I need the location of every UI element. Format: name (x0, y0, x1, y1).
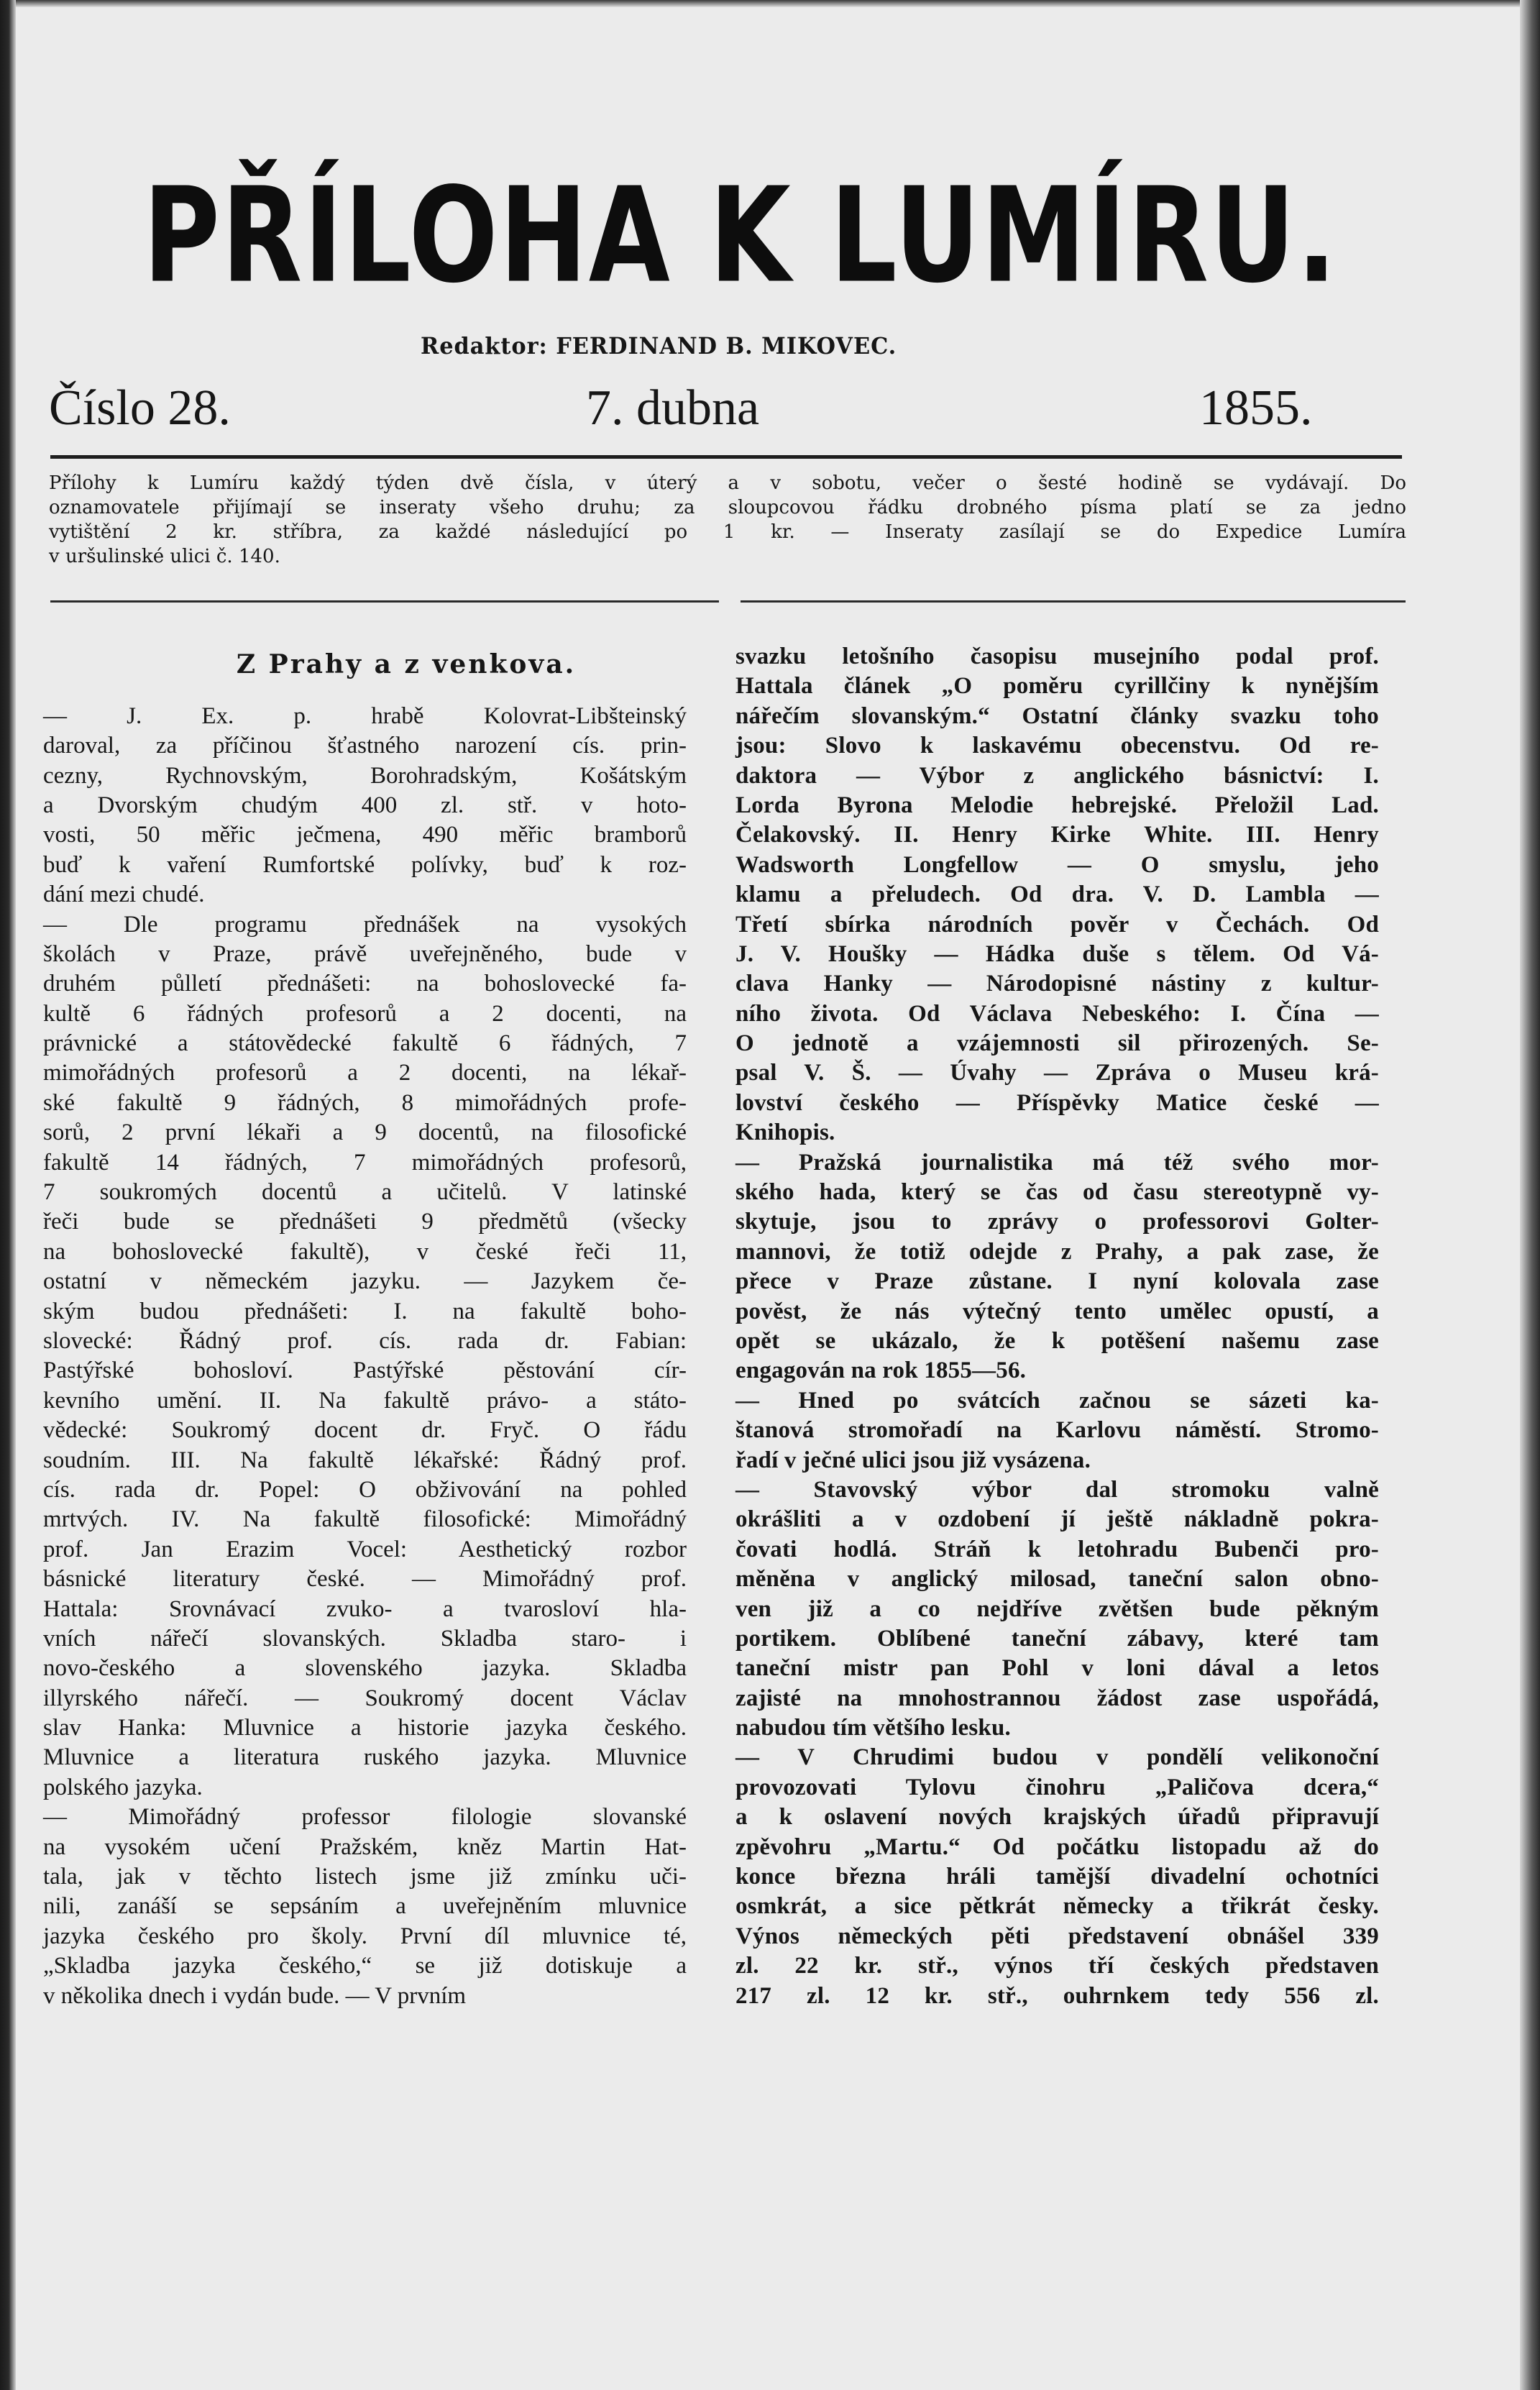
text-line: daroval, za příčinou šťastného narození cís. prin- (43, 733, 687, 759)
text-line: vosti, 50 měřic ječmena, 490 měřic bramborů (43, 822, 687, 848)
text-line: kultě 6 řádných profesorů a 2 docenti, na (43, 1000, 687, 1027)
text-line: jazyka českého pro školy. První díl mluvnice té, (43, 1923, 687, 1949)
header-rule (50, 455, 1402, 459)
text-line: mrtvých. IV. Na fakultě filosofické: Mimořádný (43, 1506, 687, 1533)
text-line: a Dvorským chudým 400 zl. stř. v hoto- (43, 792, 687, 818)
text-line: pověst, že nás výtečný tento umělec opustí, a (735, 1298, 1379, 1324)
text-line: Pastýřské bohosloví. Pastýřské pěstování cír- (43, 1357, 687, 1384)
text-line: a k oslavení nových krajských úřadů připravují (735, 1804, 1379, 1831)
text-line: — V Chrudimi budou v pondělí velikonoční (735, 1744, 1379, 1771)
text-line: cís. rada dr. Popel: O obživování na pohled (43, 1476, 687, 1503)
text-line: opět se ukázalo, že k potěšení našemu zase (735, 1327, 1379, 1354)
text-line: ního života. Od Václava Nebeského: I. Čína — (735, 1000, 1379, 1027)
text-line: portikem. Oblíbené taneční zábavy, které tam (735, 1625, 1379, 1652)
text-line: zajisté na mnohostrannou žádost zase uspořádá, (735, 1685, 1379, 1711)
text-line: Výnos německých pěti představení obnášel 339 (735, 1923, 1379, 1949)
text-line: zpěvohru „Martu.“ Od počátku listopadu až do (735, 1833, 1379, 1860)
subscription-notice (49, 471, 1406, 569)
text-line: školách v Praze, právě uveřejněného, bude v (43, 940, 687, 967)
text-line: vytištění 2 kr. stříbra, za každé následující po 1 kr. — Inseraty zasílají se do Expedice Lumíra (49, 521, 1406, 543)
text-line: jsou: Slovo k laskavému obecenstvu. Od re- (735, 733, 1379, 759)
text-line: skytuje, jsou to zprávy o professorovi Golter- (735, 1209, 1379, 1235)
text-line: — Pražská journalistika má též svého mor- (735, 1149, 1379, 1176)
text-line: okrášliti a v ozdobení jí ještě nákladně pokra- (735, 1506, 1379, 1533)
text-line: právnické a státovědecké fakultě 6 řádných, 7 (43, 1030, 687, 1057)
text-line: Přílohy k Lumíru každý týden dvě čísla, v úterý a v sobotu, večer o šesté hodině se vydávají. Do (49, 472, 1406, 494)
text-line: engagován na rok 1855—56. (735, 1357, 1027, 1384)
editor-line: Redaktor: FERDINAND B. MIKOVEC. (421, 332, 897, 360)
text-line: řadí v ječné ulici jsou již vysázena. (735, 1447, 1091, 1473)
text-line: Wadsworth Longfellow — O smyslu, jeho (735, 851, 1379, 878)
text-line: na bohoslovecké fakultě), v české řeči 11, (43, 1238, 687, 1265)
text-line: štanová stromořadí na Karlovu náměstí. Stromo- (735, 1417, 1379, 1444)
text-line: soudním. III. Na fakultě lékařské: Řádný prof. (43, 1447, 687, 1473)
text-line: sorů, 2 první lékaři a 9 docentů, na filosofické (43, 1120, 687, 1146)
text-line: — J. Ex. p. hrabě Kolovrat-Libšteinský (43, 702, 687, 729)
text-line: konce března hráli tamější divadelní ochotníci (735, 1864, 1379, 1890)
text-line: O jednotě a vzájemnosti sil přirozených. Se- (735, 1030, 1379, 1057)
text-line: přece v Praze zůstane. I nyní kolovala zase (735, 1268, 1379, 1295)
text-line: provozovati Tylovu činohru „Paličova dcera,“ (735, 1774, 1379, 1800)
text-line: svazku letošního časopisu musejního podal prof. (735, 644, 1379, 669)
text-line: druhém půlletí přednášeti: na bohoslovecké fa- (43, 971, 687, 997)
text-line: čovati hodlá. Stráň k letohradu Bubenči pro- (735, 1536, 1379, 1562)
text-line: cezny, Rychnovským, Borohradským, Košátským (43, 762, 687, 789)
text-line: taneční mistr pan Pohl v loni dával a letos (735, 1655, 1379, 1682)
text-line: měněna v anglický milosad, taneční salon obno- (735, 1566, 1379, 1593)
text-line: — Mimořádný professor filologie slovanské (43, 1804, 687, 1831)
text-line: klamu a přeludech. Od dra. V. D. Lambla — (735, 882, 1379, 908)
text-line: na vysokém učení Pražském, kněz Martin Hat- (43, 1833, 687, 1860)
issue-info-row (43, 380, 1416, 437)
masthead-title: PŘÍLOHA K LUMÍRU. (142, 159, 1339, 313)
text-line: ským budou přednášeti: I. na fakultě boho- (43, 1298, 687, 1324)
divider-rule-left (50, 600, 719, 603)
text-line: 217 zl. 12 kr. stř., ouhrnkem tedy 556 zl. (735, 1982, 1379, 2009)
text-line: — Stavovský výbor dal stromoku valně (735, 1476, 1379, 1503)
text-line: nářečím slovanským.“ Ostatní články svazku toho (735, 702, 1379, 729)
text-line: J. V. Houšky — Hádka duše s tělem. Od Vá- (735, 940, 1379, 967)
text-line: dání mezi chudé. (43, 882, 205, 908)
text-line: řeči bude se přednášeti 9 předmětů (všecky (43, 1209, 687, 1235)
text-line: slovecké: Řádný prof. cís. rada dr. Fabian: (43, 1328, 687, 1354)
text-line: lovství českého — Příspěvky Matice české — (735, 1089, 1379, 1116)
text-line: — Hned po svátcích začnou se sázeti ka- (735, 1387, 1379, 1414)
text-line: — Dle programu přednášek na vysokých (43, 911, 687, 938)
text-line: básnické literatury české. — Mimořádný prof. (43, 1566, 687, 1593)
text-line: tala, jak v těchto listech jsme již zmínku uči- (43, 1864, 687, 1890)
section-title: Z Prahy a z venkova. (236, 649, 577, 679)
text-line: nabudou tím většího lesku. (735, 1715, 1011, 1741)
issue-year: 1855. (1199, 380, 1313, 436)
text-line: Knihopis. (735, 1120, 835, 1146)
text-line: psal V. Š. — Úvahy — Zpráva o Museu krá- (735, 1060, 1379, 1086)
section-title-line (43, 642, 687, 702)
newspaper-page (43, 0, 1481, 2390)
text-line: 7 soukromých docentů a učitelů. V latinské (43, 1179, 687, 1206)
scan-edge-left (0, 0, 16, 2390)
text-line: Hattala článek „O poměru cyrillčiny k nynějším (735, 673, 1379, 700)
text-line: Čelakovský. II. Henry Kirke White. III. Henry (735, 822, 1379, 848)
left-column (43, 642, 687, 2011)
issue-date: 7. dubna (586, 380, 760, 436)
text-line: osmkrát, a sice pětkrát německy a třikrát česky. (735, 1893, 1379, 1920)
text-line: vních nářečí slovanských. Skladba staro- i (43, 1625, 687, 1652)
text-line: fakultě 14 řádných, 7 mimořádných profesorů, (43, 1149, 687, 1176)
text-line: illyrského nářečí. — Soukromý docent Václav (43, 1685, 687, 1711)
text-line: Třetí sbírka národních pověr v Čechách. Od (735, 911, 1379, 938)
text-line: mannovi, že totiž odejde z Prahy, a pak zase, že (735, 1238, 1379, 1265)
text-line: v uršulinské ulici č. 140. (49, 546, 280, 567)
issue-number: Číslo 28. (49, 380, 231, 436)
text-line: „Skladba jazyka českého,“ se již dotiskuje a (43, 1953, 687, 1979)
text-line: Mluvnice a literatura ruského jazyka. Mluvnice (43, 1744, 687, 1771)
text-line: zl. 22 kr. stř., výnos tří českých představen (735, 1953, 1379, 1979)
text-line: v několika dnech i vydán bude. — V prvním (43, 1982, 467, 2009)
text-line: buď k vaření Rumfortské polívky, buď k roz- (43, 851, 687, 878)
text-line: novo-českého a slovenského jazyka. Skladba (43, 1655, 687, 1682)
text-line: nili, zanáší se sepsáním a uveřejněním mluvnice (43, 1893, 687, 1920)
text-line: clava Hanky — Národopisné nástiny z kultur- (735, 971, 1379, 997)
text-line: slav Hanka: Mluvnice a historie jazyka českého. (43, 1715, 687, 1741)
text-line: mimořádných profesorů a 2 docenti, na lékař- (43, 1060, 687, 1086)
divider-rule-right (741, 600, 1406, 603)
text-line: Lorda Byrona Melodie hebrejské. Přeložil Lad. (735, 792, 1379, 818)
text-line: Hattala: Srovnávací zvuko- a tvarosloví hla- (43, 1595, 687, 1622)
text-line: polského jazyka. (43, 1774, 203, 1800)
text-line: ské fakultě 9 řádných, 8 mimořádných profe- (43, 1089, 687, 1116)
right-column (735, 642, 1379, 2011)
text-line: daktora — Výbor z anglického básnictví: I. (735, 762, 1379, 789)
text-line: prof. Jan Erazim Vocel: Aesthetický rozbor (43, 1536, 687, 1562)
text-line: vědecké: Soukromý docent dr. Fryč. O řádu (43, 1417, 687, 1444)
text-line: kevního umění. II. Na fakultě právo- a státo- (43, 1387, 687, 1414)
scan-edge-right (1520, 0, 1540, 2390)
text-line: oznamovatele přijímají se inseraty všeho druhu; za sloupcovou řádku drobného písma platí se za jedno (49, 497, 1406, 518)
text-line: ostatní v německém jazyku. — Jazykem če- (43, 1268, 687, 1295)
text-line: ského hada, který se čas od času stereotypně vy- (735, 1179, 1379, 1206)
text-line: ven již a co nejdříve zvětšen bude pěkným (735, 1595, 1379, 1622)
